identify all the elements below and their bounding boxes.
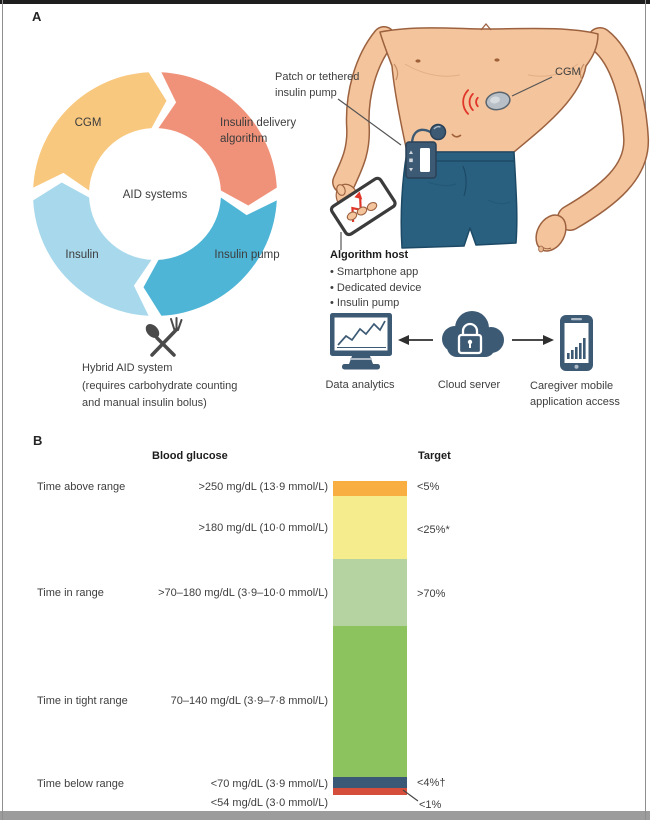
glucose-value: >180 mg/dL (10·0 mmol/L) bbox=[198, 522, 328, 534]
panel-a-label: A bbox=[32, 9, 42, 24]
column-header-blood-glucose: Blood glucose bbox=[152, 450, 228, 462]
bar-segment bbox=[333, 626, 407, 777]
caregiver-line1: Caregiver mobile bbox=[530, 380, 614, 392]
algorithm-host-item: • Insulin pump bbox=[330, 296, 421, 312]
target-leader-line bbox=[402, 789, 420, 803]
cycle-label-cgm: CGM bbox=[74, 117, 102, 129]
bar-segment bbox=[333, 481, 407, 496]
algorithm-host-list bbox=[330, 265, 421, 312]
data-analytics-label: Data analytics bbox=[325, 379, 395, 391]
cloud-server-label: Cloud server bbox=[437, 379, 501, 391]
glucose-value: >70–180 mg/dL (3·9–10·0 mmol/L) bbox=[158, 587, 328, 599]
glucose-value: <54 mg/dL (3·0 mmol/L) bbox=[210, 797, 328, 809]
hybrid-note-line3: and manual insulin bolus) bbox=[82, 397, 207, 409]
algorithm-host-item: • Smartphone app bbox=[330, 265, 421, 281]
hybrid-note-line1: Hybrid AID system bbox=[82, 362, 173, 374]
bottom-border-bar bbox=[0, 811, 650, 820]
caregiver-line2: application access bbox=[530, 395, 620, 408]
cgm-label: CGM bbox=[555, 66, 581, 78]
cycle-segment-cgm bbox=[33, 72, 166, 190]
patch-pump-line2: insulin pump bbox=[275, 86, 337, 99]
patch-pump-label bbox=[275, 70, 359, 101]
row-label-time-in-range: Time in range bbox=[37, 587, 104, 599]
cycle-label-insulin: Insulin bbox=[65, 249, 99, 261]
glucose-value: 70–140 mg/dL (3·9–7·8 mmol/L) bbox=[170, 695, 328, 707]
torso bbox=[380, 28, 598, 152]
aid-cycle-diagram bbox=[20, 60, 297, 328]
hybrid-aid-note bbox=[82, 360, 237, 413]
glucose-value: >250 mg/dL (13·9 mmol/L) bbox=[198, 481, 328, 493]
row-label-time-below-range: Time below range bbox=[37, 778, 125, 790]
cloud-lock-icon bbox=[442, 311, 504, 357]
target-value: <1% bbox=[419, 799, 442, 811]
patch-pump-line1: Patch or tethered bbox=[275, 71, 360, 83]
cycle-label-algorithm-1: Insulin delivery bbox=[220, 117, 297, 129]
top-border-bar bbox=[0, 0, 650, 4]
bar-segment bbox=[333, 788, 407, 795]
row-label-time-above-range: Time above range bbox=[37, 481, 126, 493]
target-value: >70% bbox=[417, 588, 446, 600]
row-label-time-in-tight-range: Time in tight range bbox=[37, 695, 128, 707]
bar-segment bbox=[333, 496, 407, 559]
cycle-label-insulin-pump: Insulin pump bbox=[214, 249, 280, 261]
bar-segment bbox=[333, 559, 407, 626]
algorithm-host-item: • Dedicated device bbox=[330, 281, 421, 297]
target-value: <25%* bbox=[417, 524, 450, 536]
mobile-phone-chart-icon bbox=[560, 315, 593, 371]
person-illustration bbox=[270, 20, 648, 272]
target-value: <4%† bbox=[417, 777, 446, 789]
glucose-value: <70 mg/dL (3·9 mmol/L) bbox=[210, 778, 328, 790]
cycle-center-label: AID systems bbox=[122, 189, 188, 201]
caregiver-access-label bbox=[530, 379, 620, 410]
monitor-chart-icon bbox=[330, 313, 392, 370]
hybrid-note-line2: (requires carbohydrate counting bbox=[82, 379, 238, 392]
data-flow-icons bbox=[322, 308, 648, 380]
column-header-target: Target bbox=[418, 450, 451, 462]
fork-and-spoon-icon bbox=[140, 316, 186, 362]
panel-b-label: B bbox=[33, 433, 43, 448]
cycle-label-algorithm-2: algorithm bbox=[220, 133, 268, 145]
target-value: <5% bbox=[417, 481, 440, 493]
algorithm-host-title: Algorithm host bbox=[330, 249, 409, 261]
left-border bbox=[2, 0, 3, 820]
time-in-range-stacked-bar bbox=[333, 481, 407, 795]
bar-segment bbox=[333, 777, 407, 788]
